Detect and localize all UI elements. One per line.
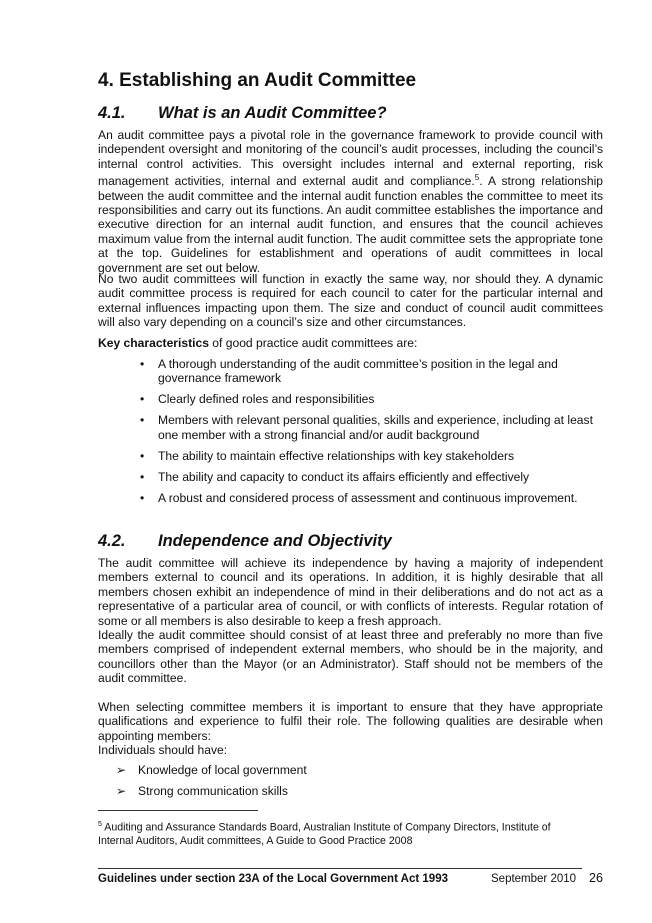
page-number: 26 xyxy=(589,871,603,885)
paragraph-independence: The audit committee will achieve its independence by having a majority of independent members external to council and its operations. In addition, it is highly desirable that all members chosen exhibit an independence of mind in their deliberations and do not act as a representative of a particular area of council, or with conflicts of interests. Regular rotation of some or all members is also desirable to keep a fresh approach. xyxy=(98,556,603,628)
footnote xyxy=(98,818,588,848)
list-item-text: Clearly defined roles and responsibilities xyxy=(158,392,375,407)
section-number: 4.2. xyxy=(98,532,126,550)
footnote-divider xyxy=(98,810,258,811)
bullet-list-characteristics xyxy=(98,357,603,512)
list-item xyxy=(98,413,603,442)
section-title: Independence and Objectivity xyxy=(158,532,392,550)
paragraph-no-two-committees: No two audit committees will function in exactly the same way, nor should they. A dynamic audit committee process is required for each council to cater for the particular internal and external influences impacting upon them. The size and conduct of council audit committees will also vary depending on a council’s size and other circumstances. xyxy=(98,272,603,330)
footnote-number: 5 xyxy=(98,821,102,828)
list-item xyxy=(98,357,603,386)
list-item xyxy=(98,763,603,777)
list-item-text: Members with relevant personal qualities, skills and experience, including at least one member with a strong financial and/or audit background xyxy=(158,413,593,442)
footer-divider xyxy=(98,868,582,869)
paragraph-what-is-committee xyxy=(98,128,603,275)
bullet-icon: • xyxy=(140,392,145,407)
footnote-text: Auditing and Assurance Standards Board, Australian Institute of Company Directors, Institute of Internal Auditors, Audit committees, A Guide to Good Practice 2008 xyxy=(98,821,551,847)
arrow-list-qualities xyxy=(98,763,603,804)
list-item xyxy=(98,784,603,798)
paragraph-text: An audit committee pays a pivotal role in the governance framework to provide council with independent oversight and monitoring of the council’s audit processes, including the council’s internal control activities. This oversight includes internal and external reporting, risk management activities, internal and external audit and compliance. xyxy=(98,128,603,189)
list-item xyxy=(98,392,603,406)
bullet-icon: • xyxy=(140,448,145,463)
arrow-bullet-icon: ➢ xyxy=(116,783,127,798)
bullet-icon: • xyxy=(140,469,145,484)
section-heading-4-2 xyxy=(98,532,392,551)
list-item-text: A robust and considered process of assessment and continuous improvement. xyxy=(158,490,578,505)
bullet-icon: • xyxy=(140,413,145,428)
paragraph-text: of good practice audit committees are: xyxy=(208,336,418,350)
list-item xyxy=(98,470,603,484)
list-item-text: Strong communication skills xyxy=(138,783,288,798)
list-item-text: The ability and capacity to conduct its affairs efficiently and effectively xyxy=(158,469,530,484)
section-number: 4.1. xyxy=(98,104,126,122)
section-title: What is an Audit Committee? xyxy=(158,104,387,122)
bullet-icon: • xyxy=(140,490,145,505)
bullet-icon: • xyxy=(140,357,145,371)
list-item-text: A thorough understanding of the audit committee’s position in the legal and governance framework xyxy=(158,357,558,386)
section-heading-4-1 xyxy=(98,104,387,123)
paragraph-composition: Ideally the audit committee should consist of at least three and preferably no more than five members comprised of independent external members, who should be in the majority, and councillors other than the Mayor (or an Administrator). Staff should not be members of the audit committee. xyxy=(98,628,603,686)
bold-label: Key characteristics xyxy=(98,336,209,350)
chapter-heading: 4. Establishing an Audit Committee xyxy=(98,70,417,91)
paragraph-key-characteristics xyxy=(98,336,603,350)
footer-date: September 2010 xyxy=(491,873,577,885)
paragraph-individuals: Individuals should have: xyxy=(98,743,228,757)
list-item-text: The ability to maintain effective relationships with key stakeholders xyxy=(158,448,515,463)
footnote-reference: 5 xyxy=(474,173,480,183)
paragraph-selection: When selecting committee members it is important to ensure that they have appropriate qualifications and experience to fulfil their role. The following qualities are desirable when appointing members: xyxy=(98,700,603,743)
list-item-text: Knowledge of local government xyxy=(138,763,307,777)
list-item xyxy=(98,491,603,505)
list-item xyxy=(98,449,603,463)
footer-title: Guidelines under section 23A of the Local Government Act 1993 xyxy=(98,873,448,885)
arrow-bullet-icon: ➢ xyxy=(116,763,127,777)
paragraph-text-continued: . A strong relationship between the audit committee and the internal audit function enables the committee to meet its responsibilities and carry out its functions. An audit committee establishes the importance and executive direction for an internal audit function, and ensures that the council achieves maximum value from the internal audit function. The audit committee sets the appropriate tone at the top. Guidelines for establishment and operations of audit committees in local government are set out below. xyxy=(98,174,603,275)
